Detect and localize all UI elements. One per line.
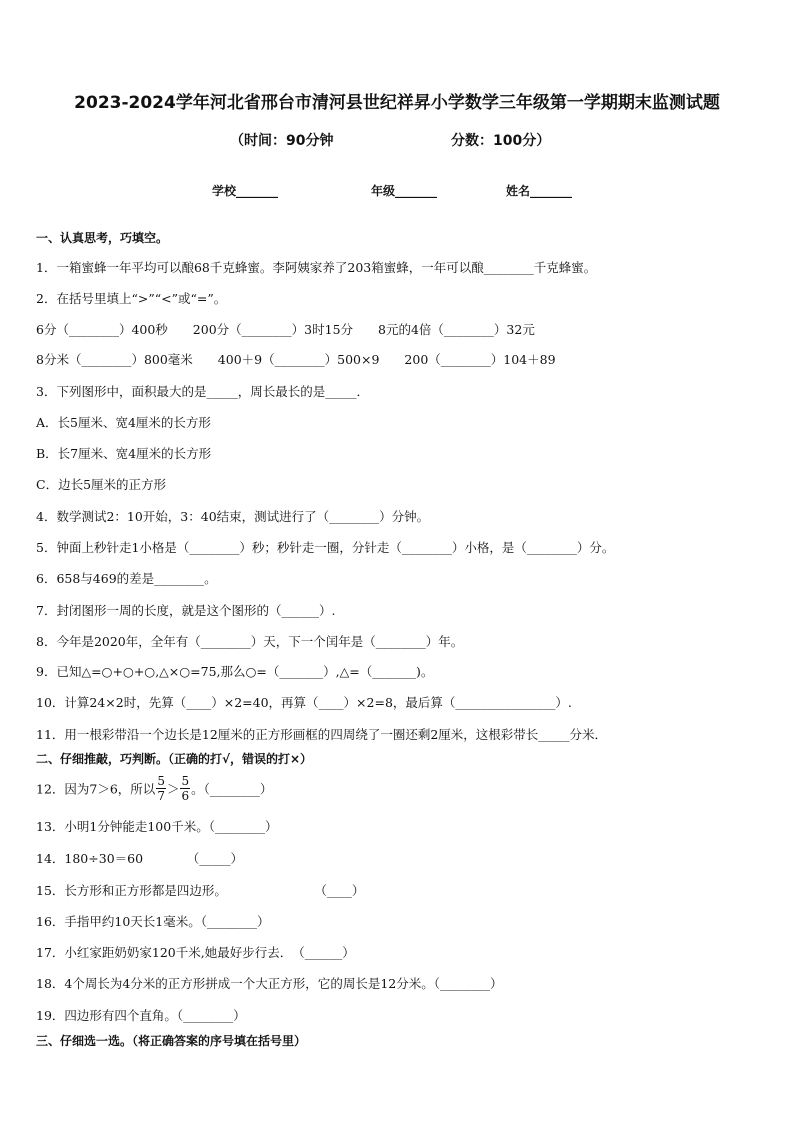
- fraction: [156, 774, 166, 803]
- question-line: 10．计算24×2时，先算（____）×2=40，再算（____）×2=8，最后算（________________）.: [36, 695, 572, 710]
- section-heading: 三、仔细选一选。（将正确答案的序号填在括号里）: [36, 1034, 307, 1048]
- question-line: 8分米（________）800毫米 400＋9（________）500×9 200（________）104＋89: [36, 352, 556, 367]
- question-line: 1．一箱蜜蜂一年平均可以酿68千克蜂蜜。李阿姨家养了203箱蜜蜂，一年可以酿________千克蜂蜜。: [36, 260, 597, 275]
- fraction-denominator: 7: [157, 789, 165, 803]
- question-line: 11．用一根彩带沿一个边长是12厘米的正方形画框的四周绕了一圈还剩2厘米，这根彩带长_____分米．: [36, 727, 608, 742]
- question-line: B．长7厘米、宽4厘米的长方形: [36, 446, 212, 461]
- page-title: 2023-2024学年河北省邢台市清河县世纪祥昇小学数学三年级第一学期期末监测试题: [74, 93, 720, 113]
- question-line: 18．4个周长为4分米的正方形拼成一个大正方形，它的周长是12分米。（________）: [36, 976, 503, 991]
- question-line: 7．封闭图形一周的长度，就是这个图形的（______）.: [36, 603, 336, 618]
- q12-suffix: 。（________）: [191, 781, 273, 797]
- question-line: 15．长方形和正方形都是四边形。 （____）: [36, 883, 365, 898]
- question-line: 5．钟面上秒针走1小格是（________）秒；秒针走一圈，分针走（________）小格，是（________）分。: [36, 540, 615, 555]
- question-line: 16．手指甲约10天长1毫米。（________）: [36, 914, 270, 929]
- name-field[interactable]: 姓名_______: [506, 184, 573, 198]
- question-line: C．边长5厘米的正方形: [36, 477, 167, 492]
- section-heading: 二、仔细推敲，巧判断。（正确的打√，错误的打×）: [36, 752, 313, 766]
- question-line: 13．小明1分钟能走100千米。（________）: [36, 819, 278, 834]
- q12-prefix: 12．因为7＞6，所以: [36, 781, 156, 797]
- section-heading: 一、认真思考，巧填空。: [36, 231, 169, 245]
- greater-than-sign: ＞: [166, 781, 180, 797]
- fraction-denominator: 6: [181, 789, 190, 803]
- question-line: 2．在括号里填上“>”“<”或“=”。: [36, 291, 227, 306]
- fraction: [180, 774, 190, 803]
- question-line: [36, 774, 272, 803]
- exam-score: 分数：100分）: [451, 133, 551, 149]
- exam-meta: [0, 130, 794, 150]
- school-field[interactable]: 学校_______: [212, 184, 279, 198]
- question-line: 19．四边形有四个直角。（________）: [36, 1008, 246, 1023]
- question-line: A．长5厘米、宽4厘米的长方形: [36, 415, 211, 430]
- question-line: 4．数学测试2：10开始，3：40结束，测试进行了（________）分钟。: [36, 509, 430, 524]
- fraction-numerator: 5: [181, 774, 190, 788]
- question-line: 6分（________）400秒 200分（________）3时15分 8元的4倍（________）32元: [36, 322, 535, 337]
- question-line: 9．已知△=○+○+○,△×○=75,那么○=（_______）,△=（_______)。: [36, 664, 434, 679]
- question-line: 8．今年是2020年，全年有（________）天，下一个闰年是（________）年。: [36, 634, 464, 649]
- grade-field[interactable]: 年级_______: [371, 184, 438, 198]
- fraction-numerator: 5: [157, 774, 165, 788]
- question-line: 6．658与469的差是________。: [36, 571, 217, 586]
- student-info: [0, 182, 794, 202]
- exam-time: （时间：90分钟: [230, 133, 334, 149]
- question-line: 17．小红家距奶奶家120千米,她最好步行去． （______）: [36, 945, 355, 960]
- question-line: 3．下列图形中，面积最大的是_____，周长最长的是_____．: [36, 384, 369, 399]
- question-line: 14．180÷30＝60 （_____）: [36, 851, 244, 866]
